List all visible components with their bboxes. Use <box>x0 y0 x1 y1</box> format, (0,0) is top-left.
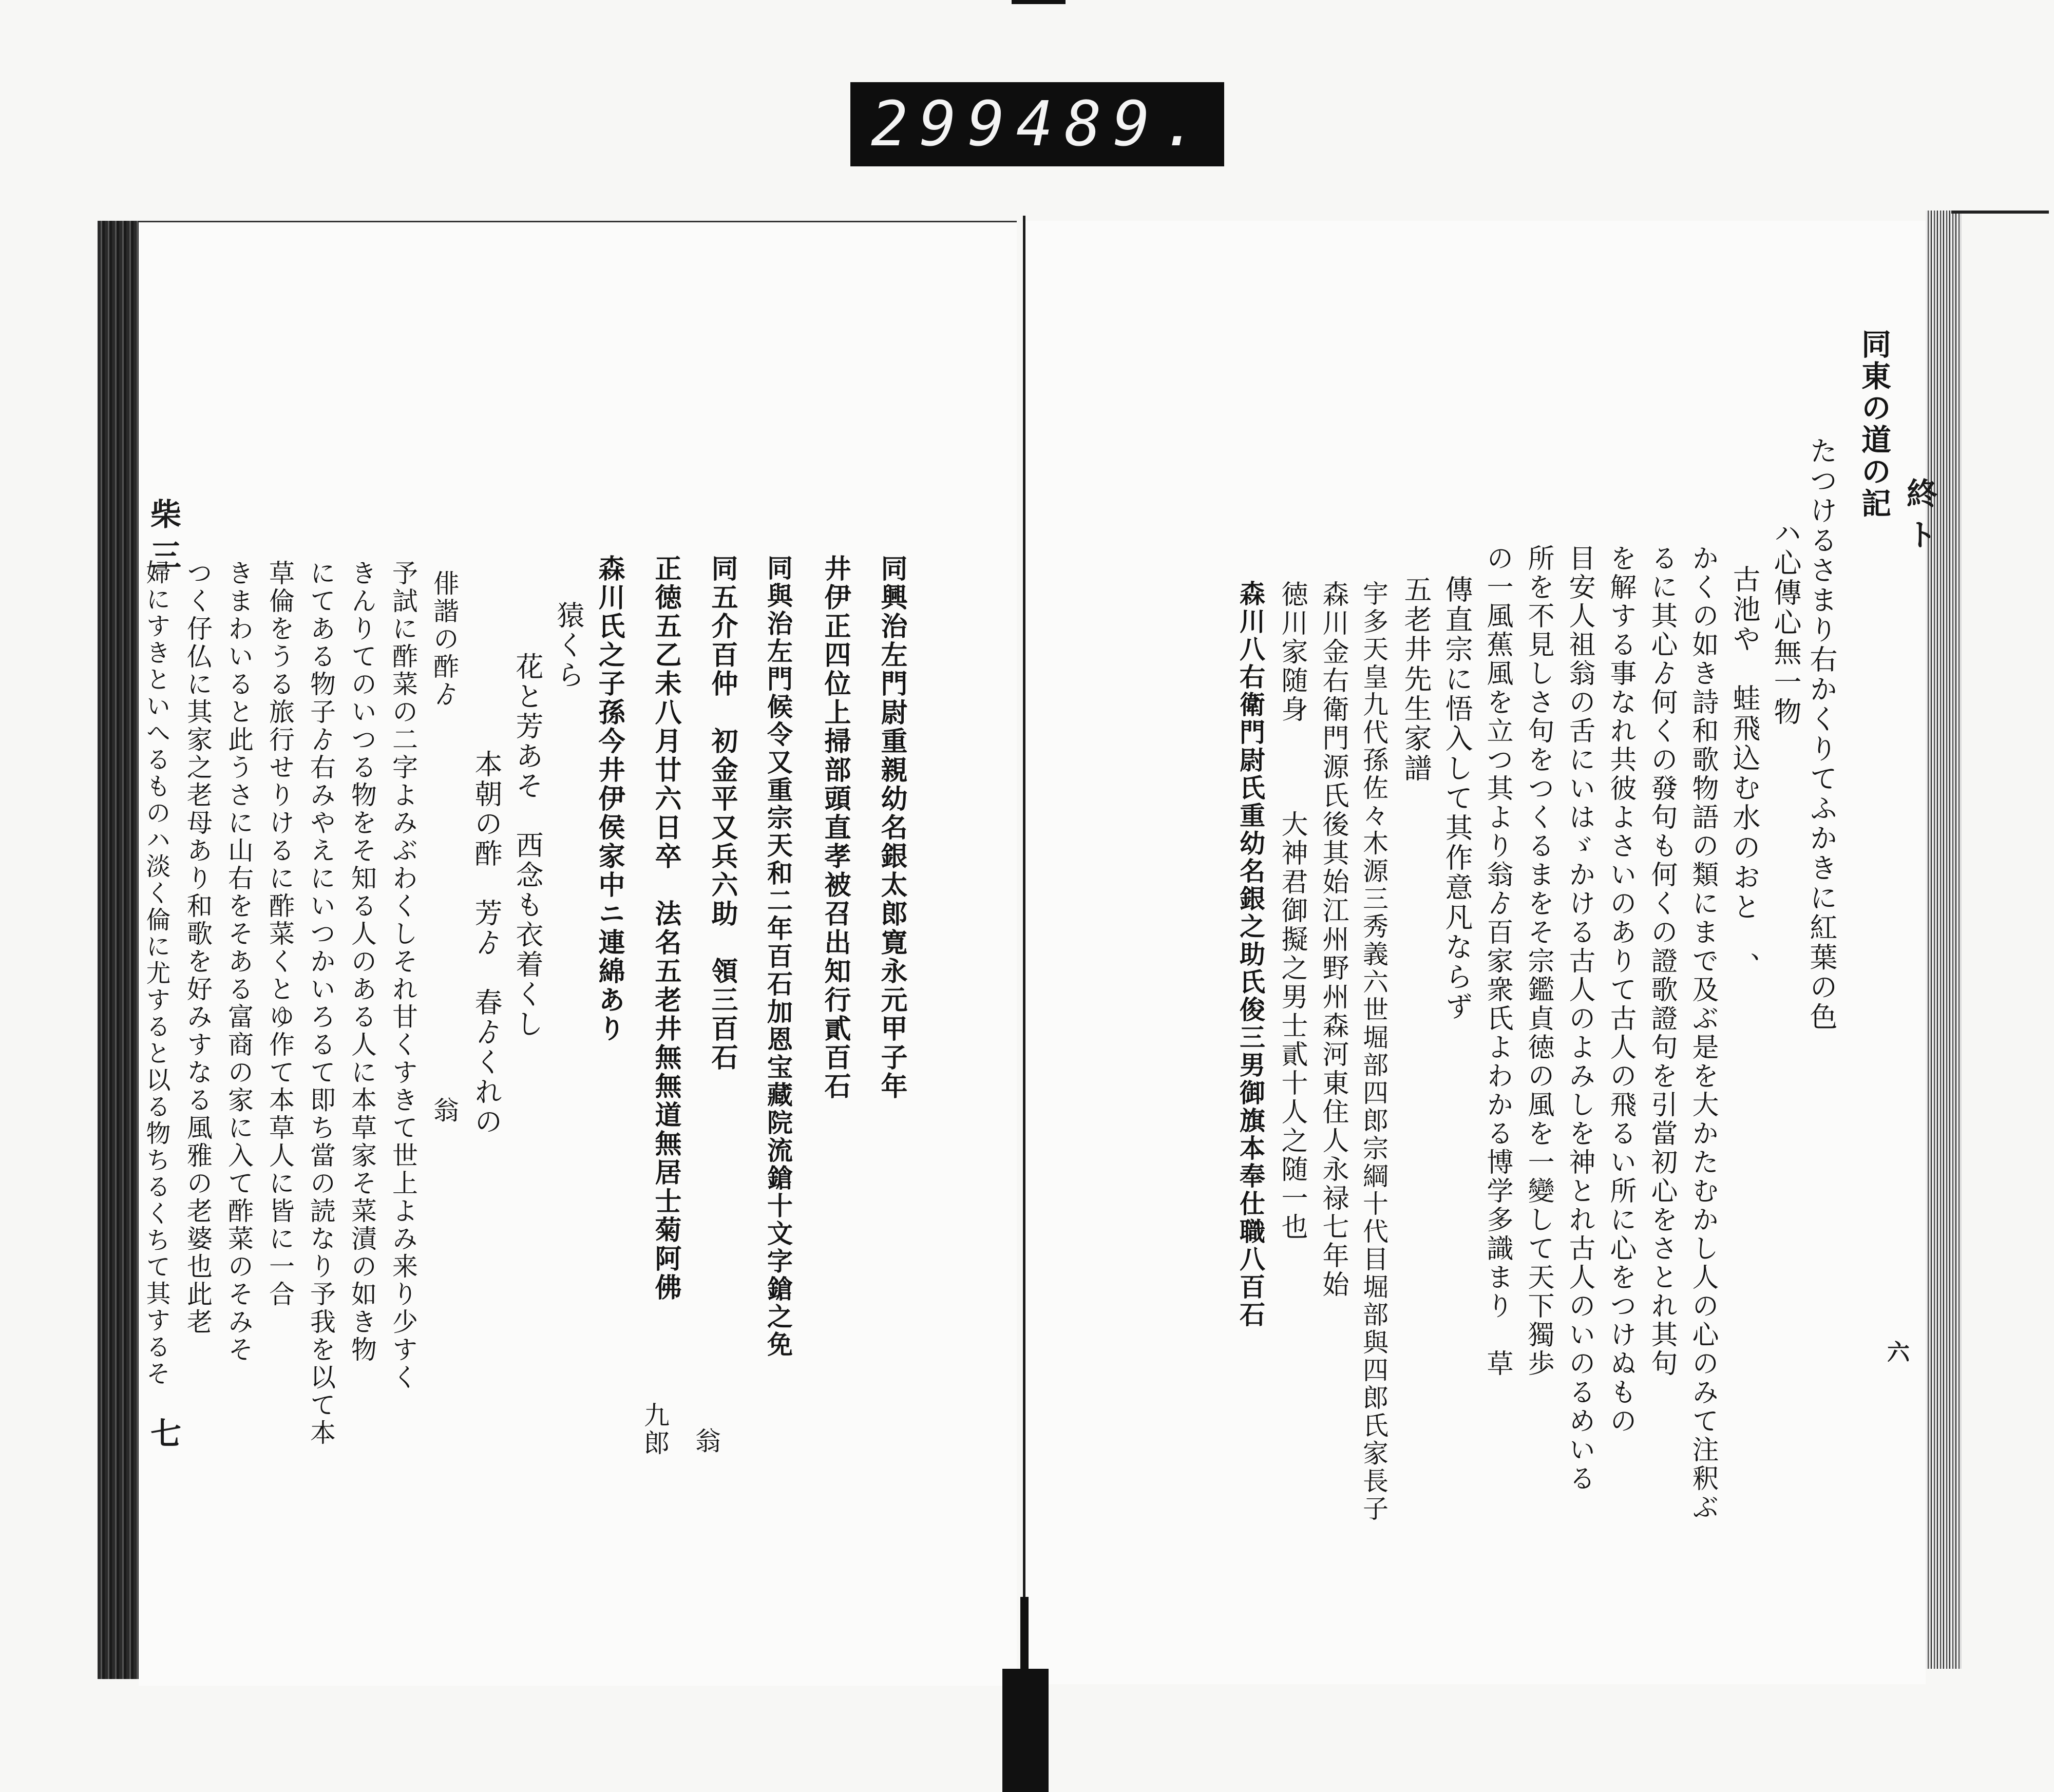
right-margin-mark-1: 終 <box>1901 478 1937 508</box>
left-col-10: 俳諧の酢ゟ 翁 <box>429 570 459 1124</box>
left-col-11: 予試に酢菜の二字よみぶわくしそれ甘くすきて世上よみ来り少すく <box>388 560 418 1391</box>
top-binding-tab <box>1012 0 1066 4</box>
right-col-15: 森川八右衛門尉氏重幼名銀之助氏俊三男御旗本奉仕職八百石 <box>1235 580 1266 1329</box>
right-margin-mark-2: ト <box>1901 519 1937 549</box>
left-col-9: 本朝の酢 芳ゟ 春ゟくれの <box>470 750 503 1137</box>
left-page-edge <box>98 221 140 1679</box>
right-col-1: たつけるさまり右かくりてふかきに紅葉の色 <box>1805 436 1838 1032</box>
gutter-stem <box>1020 1597 1029 1674</box>
right-col-6: を解する事なれ共彼よさいのありて古人の飛るい所に心をつけぬもの <box>1605 544 1636 1436</box>
left-col-17: 婦にすきといへるものハ淡く倫に尤すると以る物ちるくちて其するそ <box>142 560 170 1387</box>
gutter-foot <box>1002 1669 1049 1792</box>
right-col-4: かくの如き詩和歌物語の類にまで及ぶ是を大かたむかし人の心のみて注釈ぶ <box>1687 544 1718 1522</box>
page-number-right: 489. <box>1016 88 1210 160</box>
left-col-5: 正徳五乙未八月廿六日卒 法名五老井無無道無居士菊阿佛 <box>650 555 681 1302</box>
right-page <box>1022 221 1926 1684</box>
right-col-9: の一風蕉風を立つ其より翁ゟ百家衆氏よわかる博学多識まり 草 <box>1482 544 1513 1378</box>
right-col-2: ハ心傳心無一物 <box>1770 519 1802 727</box>
right-margin-mark-3: 六 <box>1883 1340 1909 1363</box>
left-margin-mark-1: 柴 <box>145 498 181 529</box>
left-col-3: 同與治左門候令又重宗天和二年百石加恩宝藏院流鎗十文字鎗之免 <box>763 555 793 1359</box>
left-col-15: きまわいると此うさに山右をそある富商の家に入て酢菜のそみそ <box>224 560 254 1364</box>
right-col-12: 宇多天皇九代孫佐々木源三秀義六世堀部四郎宗綱十代目堀部與四郎氏家長子 <box>1359 580 1389 1523</box>
right-title: 同東の道の記 <box>1856 329 1891 520</box>
right-col-8: 所を不見しさ句をつくるまをそ宗鑑貞徳の風を一變して天下獨歩 <box>1523 544 1554 1378</box>
left-margin-mark-2: 三 <box>145 539 181 570</box>
page-number-label <box>850 82 1224 166</box>
left-col-6: 森川氏之子孫今井伊侯家中ニ連綿あり <box>594 555 625 1043</box>
book-gutter <box>1023 216 1025 1643</box>
page-number-left: 299 <box>871 88 1016 160</box>
right-top-rule <box>1951 211 2049 214</box>
right-col-3: 古池や 蛙飛込む水のおと 、 <box>1728 565 1761 982</box>
right-col-10: 傳直宗に悟入して其作意凡ならず <box>1441 575 1473 1022</box>
left-col-4: 同五介百仲 初金平又兵六助 領三百石 <box>707 555 738 1072</box>
left-annotation-okina: 翁 <box>691 1427 721 1455</box>
open-book <box>98 211 1962 1736</box>
left-margin-mark-3: 七 <box>145 1417 181 1448</box>
left-col-7: 猿くら <box>553 601 585 690</box>
left-col-16: つく仔仏に其家之老母あり和歌を好みすなる風雅の老婆也此老 <box>183 560 213 1336</box>
left-col-14: 草倫をうる旅行せりけるに酢菜くとゆ作て本草人に皆に一合 <box>265 560 295 1308</box>
left-col-1: 同興治左門尉重親幼名銀太郎寛永元甲子年 <box>876 555 907 1101</box>
right-col-5: るに其心ゟ何くの發句も何くの證歌證句を引當初心をさとれ其句 <box>1646 544 1677 1378</box>
right-page-edge <box>1926 211 1962 1669</box>
left-col-12: きんりてのいつる物をそ知る人のある人に本草家そ菜漬の如き物 <box>347 560 377 1364</box>
right-col-11: 五老井先生家譜 <box>1400 575 1432 784</box>
right-col-14: 徳川家随身 大神君御擬之男士貳十人之随一也 <box>1277 580 1307 1242</box>
left-col-8: 花と芳あそ 西念も衣着くし <box>511 652 544 1039</box>
right-col-13: 森川金右衛門源氏後其始江州野州森河東住人永禄七年始 <box>1318 580 1348 1299</box>
right-col-7: 目安人祖翁の舌にいはゞかける古人のよみしを神とれ古人のいのるめいる <box>1564 544 1595 1493</box>
left-col-13: にてある物子ゟ右みやえにいつかいろるて即ち當の読なり予我を以て本 <box>306 560 336 1447</box>
left-col-2: 井伊正四位上掃部頭直孝被召出知行貳百石 <box>820 555 851 1101</box>
left-annotation-kuro: 九郎 <box>640 1402 670 1457</box>
